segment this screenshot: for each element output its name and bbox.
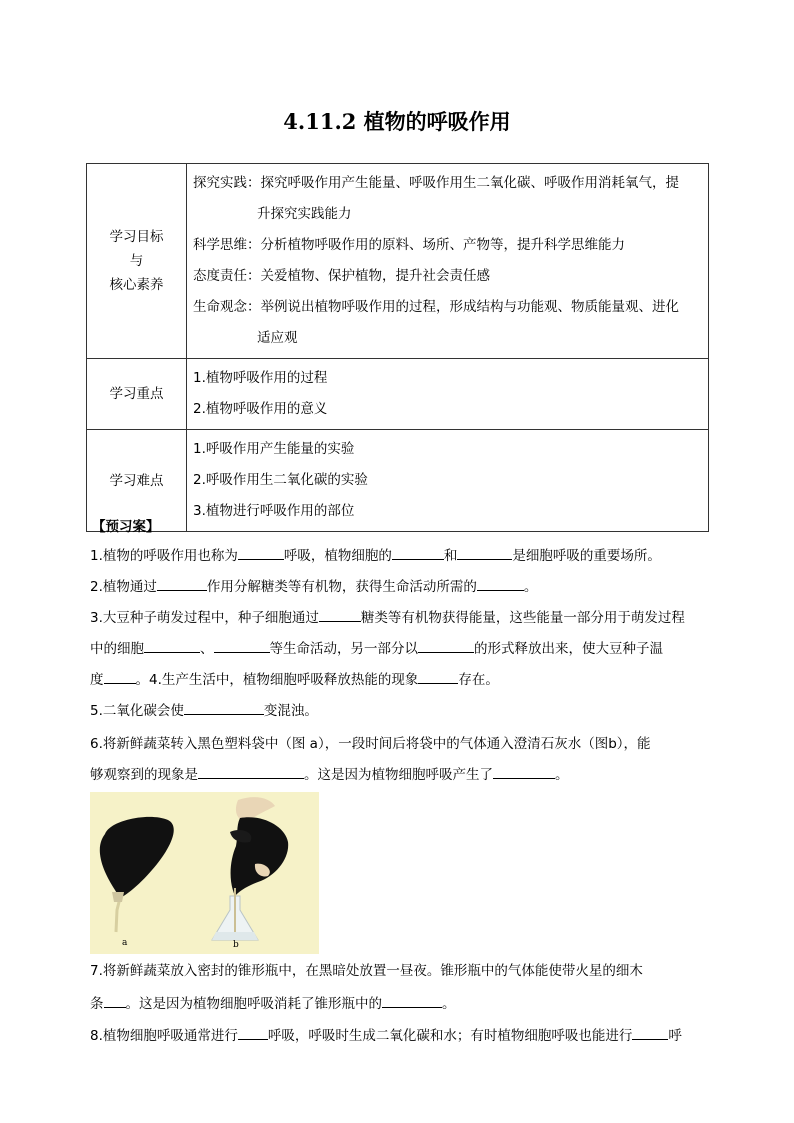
question-2	[90, 572, 715, 603]
q5-text: 变混浊。	[263, 703, 318, 719]
q3-text: 度	[90, 672, 104, 688]
question-3-line-3	[90, 665, 715, 696]
objective-item-cont: 适应观	[257, 330, 298, 346]
q6-text: 。	[555, 767, 569, 783]
q6-text: 。这是因为植物细胞呼吸产生了	[304, 767, 493, 783]
answer-blank[interactable]	[214, 638, 270, 653]
objectives-label-1: 学习目标	[109, 229, 164, 245]
q7-text: 。	[442, 996, 456, 1012]
answer-blank[interactable]	[238, 545, 284, 560]
q2-text: 2.植物通过	[90, 579, 157, 595]
hand	[236, 797, 275, 821]
keypoints-label: 学习重点	[87, 359, 187, 430]
q2-text: 作用分解糖类等有机物，获得生命活动所需的	[206, 579, 477, 595]
q3-text: 3.大豆种子萌发过程中，种子细胞通过	[90, 610, 319, 626]
experiment-illustration	[90, 792, 319, 954]
q8-text: 呼吸，呼吸时生成二氧化碳和水；有时植物细胞呼吸也能进行	[267, 1028, 633, 1044]
q8-text: 8.植物细胞呼吸通常进行	[90, 1028, 238, 1044]
answer-blank[interactable]	[477, 576, 524, 591]
q3-text: 等生命活动，另一部分以	[269, 641, 418, 657]
question-6-line-1	[90, 729, 715, 760]
difficulty-item: 2.呼吸作用生二氧化碳的实验	[193, 472, 368, 488]
q1-text: 呼吸，植物细胞的	[283, 548, 392, 564]
question-5	[90, 696, 715, 727]
q7-text: 。这是因为植物细胞呼吸消耗了锥形瓶中的	[125, 996, 382, 1012]
objective-item: 态度责任：关爱植物、保护植物，提升社会责任感	[193, 268, 490, 284]
conical-flask	[212, 888, 258, 940]
keypoint-item: 1.植物呼吸作用的过程	[193, 370, 328, 386]
objectives-label-2: 与	[129, 253, 144, 269]
answer-blank[interactable]	[104, 669, 136, 684]
question-6-line-2	[90, 760, 715, 791]
answer-blank[interactable]	[392, 545, 444, 560]
q7-text: 7.将新鲜蔬菜放入密封的锥形瓶中，在黑暗处放置一昼夜。锥形瓶中的气体能使带火星的细木	[90, 963, 643, 979]
q3-text: 、	[200, 641, 214, 657]
q1-text: 和	[443, 548, 458, 564]
answer-blank[interactable]	[104, 993, 126, 1008]
q3-text: 存在。	[458, 672, 499, 688]
answer-blank[interactable]	[144, 638, 200, 653]
difficulty-item: 3.植物进行呼吸作用的部位	[193, 503, 355, 519]
q2-text: 。	[523, 579, 538, 595]
objectives-table	[86, 163, 709, 532]
q3-text: 中的细胞	[90, 641, 144, 657]
question-8	[90, 1021, 715, 1052]
answer-blank[interactable]	[457, 545, 512, 560]
preview-heading: 【预习案】	[92, 519, 160, 535]
q8-text: 呼	[668, 1028, 682, 1044]
objective-item: 科学思维：分析植物呼吸作用的原料、场所、产物等，提升科学思维能力	[193, 237, 625, 253]
objectives-label-3: 核心素养	[109, 277, 164, 293]
q6-text: 够观察到的现象是	[90, 767, 198, 783]
question-3-line-2	[90, 634, 715, 665]
q1-text: 1.植物的呼吸作用也称为	[90, 548, 238, 564]
figure-caption-a: a	[122, 938, 128, 948]
answer-blank[interactable]	[493, 764, 555, 779]
objective-item-cont: 升探究实践能力	[257, 206, 352, 222]
answer-blank[interactable]	[157, 576, 207, 591]
q3-text: 的形式释放出来，使大豆种子温	[474, 641, 663, 657]
q1-text: 是细胞呼吸的重要场所。	[512, 548, 661, 564]
answer-blank[interactable]	[418, 638, 474, 653]
objectives-label-cell	[87, 164, 187, 359]
keypoints-content-cell	[187, 359, 709, 430]
answer-blank[interactable]	[632, 1025, 668, 1040]
table-row	[87, 164, 709, 359]
question-7-line-1	[90, 956, 715, 987]
q7-text: 条	[90, 996, 104, 1012]
keypoint-item: 2.植物呼吸作用的意义	[193, 401, 328, 417]
black-bag-a	[100, 817, 174, 932]
answer-blank[interactable]	[238, 1025, 268, 1040]
page-title: 4.11.2 植物的呼吸作用	[283, 109, 511, 134]
answer-blank[interactable]	[184, 700, 264, 715]
answer-blank[interactable]	[319, 607, 361, 622]
objective-item: 生命观念：举例说出植物呼吸作用的过程，形成结构与功能观、物质能量观、进化	[193, 299, 679, 315]
question-1	[90, 541, 715, 572]
objective-item: 探究实践：探究呼吸作用产生能量、呼吸作用生二氧化碳、呼吸作用消耗氧气，提	[193, 175, 679, 191]
q5-text: 5.二氧化碳会使	[90, 703, 184, 719]
table-row	[87, 359, 709, 430]
q3-text: 糖类等有机物获得能量，这些能量一部分用于萌发过程	[360, 610, 685, 626]
answer-blank[interactable]	[382, 993, 442, 1008]
difficulty-item: 1.呼吸作用产生能量的实验	[193, 441, 355, 457]
objectives-content-cell	[187, 164, 709, 359]
answer-blank[interactable]	[418, 669, 458, 684]
black-bag-b	[230, 817, 288, 896]
difficulties-content-cell	[187, 430, 709, 532]
figure-caption-b: b	[233, 940, 239, 950]
answer-blank[interactable]	[198, 764, 304, 779]
question-7-line-2	[90, 989, 715, 1020]
q3-text: 。4.生产生活中，植物细胞呼吸释放热能的现象	[135, 672, 419, 688]
table-row	[87, 430, 709, 532]
q6-text: 6.将新鲜蔬菜转入黑色塑料袋中（图 a），一段时间后将袋中的气体通入澄清石灰水（图b），能	[90, 736, 651, 752]
question-3-line-1	[90, 603, 715, 634]
experiment-figure	[90, 792, 319, 954]
difficulties-label: 学习难点	[87, 430, 187, 532]
